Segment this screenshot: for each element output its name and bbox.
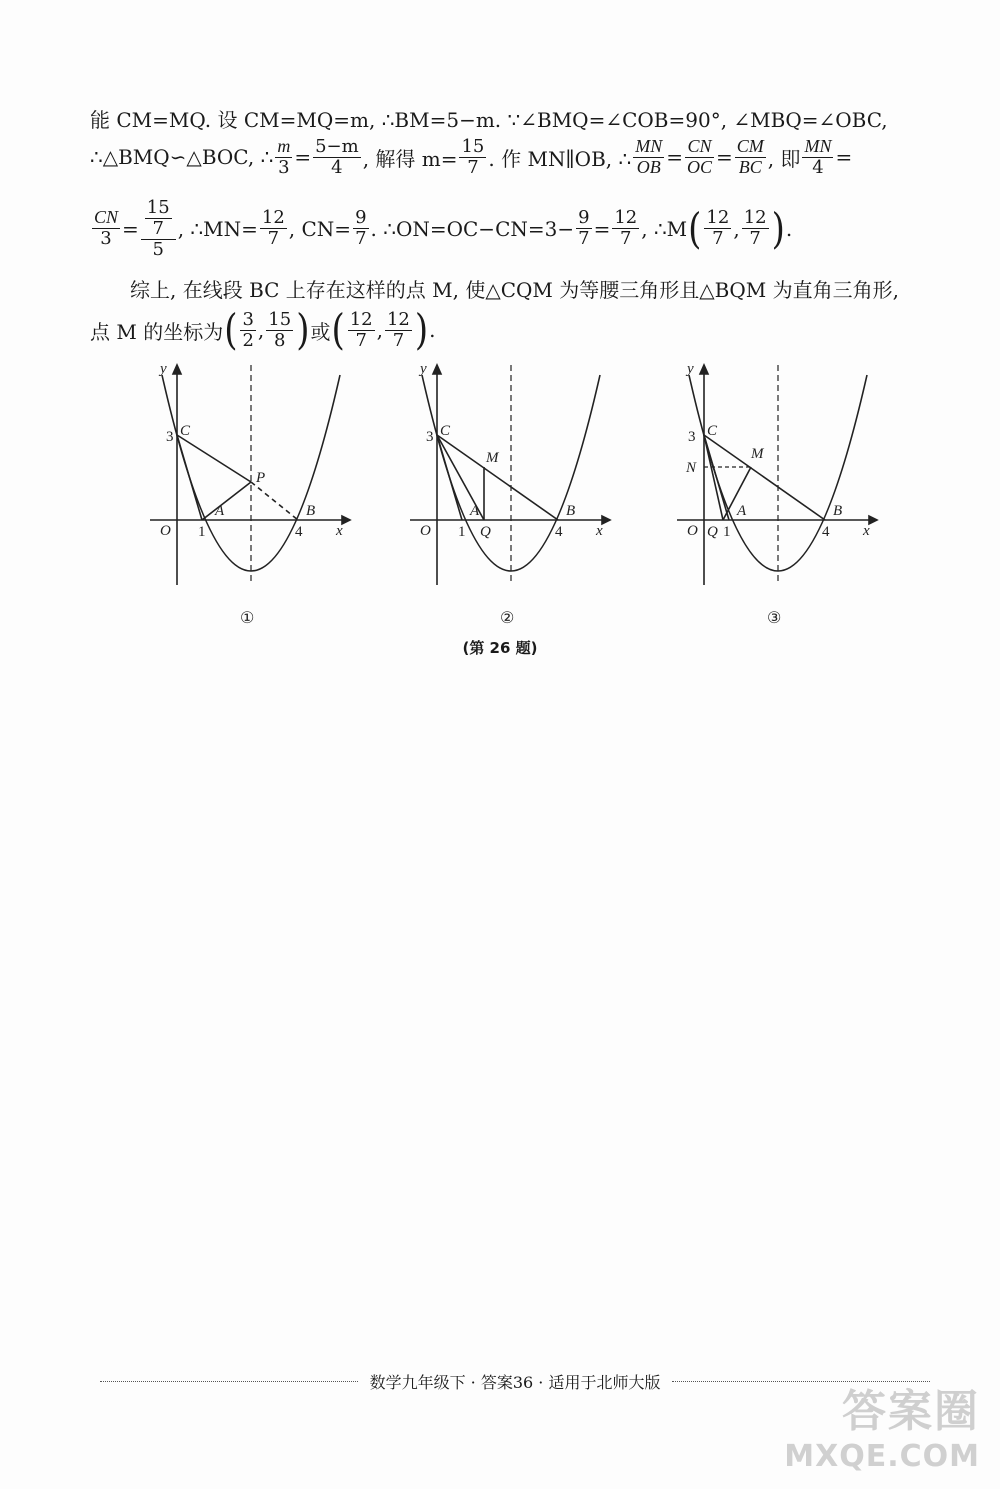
- text: , CN=: [288, 216, 352, 241]
- paren-open: (: [331, 305, 345, 356]
- text: =: [294, 145, 312, 170]
- label-o: O: [420, 523, 431, 539]
- text: =: [593, 216, 611, 241]
- numerator: m: [277, 136, 291, 156]
- text: =: [666, 145, 683, 170]
- text: 综上, 在线段 BC 上存在这样的点 M, 使△CQM 为等腰三角形且△BQM 为直角三角形,: [130, 278, 899, 302]
- label-m: M: [486, 450, 499, 466]
- text: =: [122, 216, 139, 241]
- label-o: O: [687, 523, 698, 539]
- label-c: C: [707, 423, 718, 439]
- numerator: MN: [635, 136, 663, 156]
- text: , 解得 m=: [362, 146, 458, 171]
- segment-cb: [704, 435, 825, 520]
- label-3: 3: [688, 429, 696, 445]
- numerator: 9: [578, 207, 590, 229]
- x-axis-arrow: [869, 516, 877, 524]
- figure-3: [667, 355, 887, 639]
- denominator: 7: [467, 156, 479, 178]
- fraction: [685, 137, 714, 178]
- numerator: 12: [386, 309, 410, 330]
- solution-line-4: [130, 274, 899, 303]
- fraction: [385, 310, 412, 351]
- fraction: [313, 137, 361, 178]
- denominator: 4: [331, 156, 343, 178]
- denominator: 7: [392, 329, 405, 351]
- fraction: [266, 310, 293, 351]
- denominator: 7: [355, 228, 367, 250]
- numerator: 9: [355, 207, 367, 229]
- figure-number: ③: [767, 610, 782, 627]
- fraction: [742, 208, 769, 249]
- segment-cq: [704, 435, 723, 520]
- denominator: 7: [712, 228, 724, 250]
- numerator: 5−m: [315, 136, 359, 157]
- label-1: 1: [723, 524, 731, 540]
- numerator: 12: [706, 207, 730, 229]
- text: ∴△BMQ∽△BOC, ∴: [90, 145, 274, 170]
- denominator: OC: [686, 156, 712, 177]
- watermark-logo: [784, 1375, 980, 1474]
- period: .: [429, 318, 436, 343]
- label-m: M: [751, 446, 764, 462]
- label-c: C: [440, 423, 451, 439]
- text: 或: [310, 319, 331, 344]
- fraction: [576, 208, 591, 249]
- label-b: B: [833, 503, 843, 519]
- denominator: 4: [812, 156, 824, 178]
- text: 点 M 的坐标为: [90, 319, 224, 344]
- footer-text: 数学九年级下 · 答案36 · 适用于北师大版: [369, 1373, 661, 1392]
- denominator: 7: [578, 228, 590, 250]
- comma: ,: [376, 318, 383, 343]
- segment-cb: [437, 435, 558, 520]
- fraction: [145, 198, 172, 239]
- numerator: 3: [242, 309, 254, 330]
- label-o: O: [160, 523, 171, 539]
- label-p: P: [256, 470, 266, 486]
- fraction: [275, 137, 292, 178]
- label-y: y: [160, 361, 167, 377]
- segment-ap: [202, 482, 251, 520]
- compound-fraction: [141, 198, 176, 259]
- numerator: 12: [614, 207, 638, 229]
- label-b: B: [306, 503, 316, 519]
- watermark-top: 答案圈: [842, 1386, 980, 1437]
- label-x: x: [863, 523, 870, 539]
- label-q: Q: [480, 524, 491, 540]
- fraction: [704, 208, 731, 249]
- solution-line-1: [90, 104, 888, 133]
- denominator: 7: [267, 228, 280, 250]
- y-axis-arrow: [700, 365, 708, 374]
- label-1: 1: [198, 524, 206, 540]
- figure-1: [140, 355, 360, 639]
- denominator: 7: [152, 217, 164, 239]
- label-4: 4: [555, 524, 563, 540]
- numerator: MN: [804, 136, 832, 156]
- denominator: OB: [636, 156, 661, 177]
- denominator: 3: [100, 228, 112, 250]
- solution-line-2: [90, 137, 852, 178]
- numerator: 15: [461, 136, 485, 157]
- x-axis-arrow: [342, 516, 350, 524]
- paren-close: ): [296, 305, 310, 356]
- label-q: Q: [707, 524, 718, 540]
- footer-dotted-rule: [100, 1381, 358, 1382]
- figure-2: [400, 355, 620, 639]
- denominator: BC: [738, 156, 762, 177]
- denominator: 7: [355, 329, 367, 351]
- text: . ∴ON=OC−CN=3−: [370, 216, 575, 241]
- figure-2-diagram: [400, 355, 620, 635]
- numerator: CM: [736, 136, 764, 156]
- fraction: [459, 137, 486, 178]
- paren-close: ): [771, 203, 785, 254]
- fraction: [735, 137, 766, 178]
- numerator: 15: [146, 197, 170, 218]
- fraction: [260, 208, 287, 249]
- numerator: [141, 198, 176, 240]
- label-x: x: [596, 523, 603, 539]
- label-a: A: [215, 503, 225, 519]
- segment-ca: [704, 435, 729, 520]
- label-3: 3: [426, 429, 434, 445]
- y-axis-arrow: [433, 365, 441, 374]
- comma: ,: [733, 216, 740, 241]
- figure-caption: (第 26 题): [462, 639, 538, 657]
- numerator: CN: [94, 207, 119, 228]
- label-a: A: [737, 503, 747, 519]
- label-y: y: [687, 361, 694, 377]
- denominator: 7: [620, 228, 632, 250]
- fraction: [353, 208, 368, 249]
- fraction: [92, 208, 120, 249]
- denominator: 5: [152, 238, 164, 260]
- denominator: 3: [278, 156, 290, 178]
- numerator: CN: [687, 136, 712, 156]
- denominator: 8: [274, 329, 286, 351]
- text: . 作 MN∥OB, ∴: [488, 146, 632, 171]
- figure-number: ②: [500, 610, 515, 627]
- period: .: [785, 216, 793, 241]
- fraction: [633, 137, 664, 178]
- numerator: 12: [261, 207, 285, 229]
- segment-pb: [251, 482, 298, 520]
- comma: ,: [257, 318, 265, 343]
- label-y: y: [420, 361, 427, 377]
- figure-number: ①: [240, 610, 255, 627]
- label-3: 3: [166, 429, 174, 445]
- fraction: [802, 137, 833, 178]
- text: , ∴M: [641, 216, 688, 241]
- label-4: 4: [295, 524, 303, 540]
- fraction: [240, 310, 255, 351]
- numerator: 12: [349, 309, 373, 330]
- denominator: 7: [749, 228, 761, 250]
- segment-ca: [437, 435, 462, 520]
- text: , 即: [767, 146, 801, 171]
- figure-3-diagram: [667, 355, 887, 635]
- label-b: B: [566, 503, 576, 519]
- paren-open: (: [688, 203, 702, 254]
- label-n: N: [686, 460, 697, 476]
- text: , ∴MN=: [177, 216, 258, 241]
- solution-line-5: [90, 305, 436, 356]
- fraction: [348, 310, 375, 351]
- y-axis-arrow: [173, 365, 181, 374]
- label-4: 4: [822, 524, 830, 540]
- numerator: 15: [268, 309, 292, 330]
- text: =: [835, 145, 853, 170]
- text: 能 CM=MQ. 设 CM=MQ=m, ∴BM=5−m. ∵∠BMQ=∠COB=90°, ∠MBQ=∠OBC,: [90, 108, 888, 132]
- text: =: [716, 145, 733, 170]
- paren-close: ): [414, 305, 429, 356]
- watermark-bottom: MXQE.COM: [784, 1439, 980, 1474]
- label-x: x: [336, 523, 343, 539]
- paren-open: (: [224, 305, 238, 356]
- numerator: 12: [743, 207, 767, 229]
- figure-1-diagram: [140, 355, 360, 635]
- label-c: C: [180, 423, 191, 439]
- label-a: A: [470, 503, 480, 519]
- x-axis-arrow: [602, 516, 610, 524]
- fraction: [612, 208, 639, 249]
- label-1: 1: [458, 524, 466, 540]
- denominator: 2: [242, 329, 254, 351]
- solution-line-3: [90, 198, 792, 259]
